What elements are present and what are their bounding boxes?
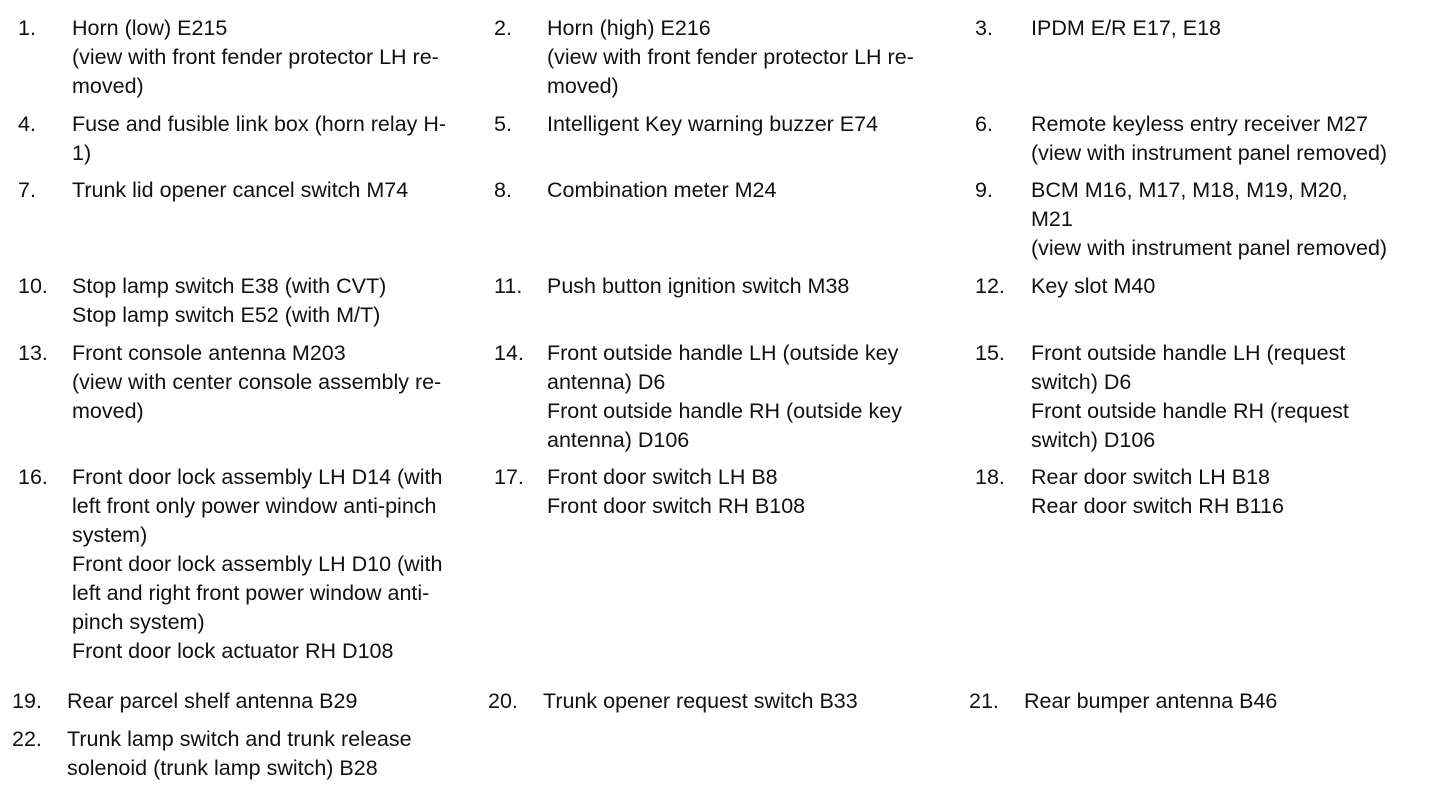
item-line: Remote keyless entry receiver M27 — [1031, 112, 1368, 136]
item-line: (view with front fender protector LH re- — [547, 45, 914, 69]
item-text — [547, 176, 957, 205]
item-text — [1031, 272, 1431, 301]
item-text — [547, 463, 957, 521]
item-number: 18. — [975, 465, 1005, 489]
item-line: Fuse and fusible link box (horn relay H- — [72, 112, 447, 136]
item-text — [1031, 14, 1431, 43]
item-line: Rear bumper antenna B46 — [1024, 689, 1278, 713]
item-text — [72, 110, 482, 168]
item-text — [547, 339, 957, 455]
item-text — [1031, 176, 1431, 263]
item-line: Trunk opener request switch B33 — [543, 689, 858, 713]
item-line: pinch system) — [72, 610, 205, 634]
item-line: Horn (low) E215 — [72, 16, 228, 40]
item-number: 13. — [18, 341, 48, 365]
item-number: 7. — [18, 178, 36, 202]
item-text — [1031, 339, 1431, 455]
item-text — [1031, 463, 1431, 521]
item-text — [547, 14, 957, 101]
item-line: (view with instrument panel removed) — [1031, 141, 1388, 165]
item-text — [72, 339, 482, 426]
item-number: 9. — [975, 178, 993, 202]
item-text — [1024, 687, 1277, 716]
item-line: Front door switch RH B108 — [547, 494, 806, 518]
item-number: 8. — [494, 178, 512, 202]
item-text — [547, 110, 957, 139]
item-text — [72, 463, 482, 666]
item-line: left front only power window anti-pinch — [72, 494, 437, 518]
item-text — [67, 725, 412, 783]
item-line: antenna) D6 — [547, 370, 666, 394]
item-line: Rear door switch LH B18 — [1031, 465, 1270, 489]
item-line: moved) — [72, 399, 144, 423]
item-number: 21. — [969, 689, 999, 713]
item-number: 22. — [12, 727, 42, 751]
item-number: 10. — [18, 274, 48, 298]
item-line: moved) — [547, 74, 619, 98]
item-line: left and right front power window anti- — [72, 581, 430, 605]
item-number: 15. — [975, 341, 1005, 365]
item-text — [543, 687, 858, 716]
item-line: BCM M16, M17, M18, M19, M20, — [1031, 178, 1348, 202]
item-number: 17. — [494, 465, 524, 489]
item-line: Key slot M40 — [1031, 274, 1156, 298]
item-line: Front door switch LH B8 — [547, 465, 778, 489]
item-number: 4. — [18, 112, 36, 136]
item-line: (view with front fender protector LH re- — [72, 45, 439, 69]
item-line: Combination meter M24 — [547, 178, 777, 202]
item-text — [72, 176, 482, 205]
item-line: moved) — [72, 74, 144, 98]
item-number: 1. — [18, 16, 36, 40]
item-text — [547, 272, 957, 301]
item-line: (view with instrument panel removed) — [1031, 236, 1388, 260]
item-line: (view with center console assembly re- — [72, 370, 442, 394]
item-text — [72, 14, 482, 101]
item-line: Front outside handle LH (request — [1031, 341, 1346, 365]
item-line: Push button ignition switch M38 — [547, 274, 850, 298]
item-line: Front outside handle RH (outside key — [547, 399, 902, 423]
item-line: switch) D106 — [1031, 428, 1156, 452]
item-line: Front console antenna M203 — [72, 341, 346, 365]
item-number: 20. — [488, 689, 518, 713]
item-text — [1031, 110, 1431, 168]
item-line: system) — [72, 523, 148, 547]
item-line: Intelligent Key warning buzzer E74 — [547, 112, 879, 136]
item-number: 16. — [18, 465, 48, 489]
item-line: Stop lamp switch E52 (with M/T) — [72, 303, 381, 327]
item-line: Rear door switch RH B116 — [1031, 494, 1284, 518]
item-line: M21 — [1031, 207, 1073, 231]
item-text — [72, 272, 482, 330]
item-line: antenna) D106 — [547, 428, 690, 452]
item-text — [67, 687, 357, 716]
item-number: 5. — [494, 112, 512, 136]
item-number: 12. — [975, 274, 1005, 298]
item-number: 3. — [975, 16, 993, 40]
item-number: 11. — [494, 274, 523, 298]
item-line: IPDM E/R E17, E18 — [1031, 16, 1221, 40]
item-line: switch) D6 — [1031, 370, 1132, 394]
item-line: Trunk lid opener cancel switch M74 — [72, 178, 409, 202]
item-line: Front door lock assembly LH D10 (with — [72, 552, 443, 576]
item-line: Rear parcel shelf antenna B29 — [67, 689, 358, 713]
item-line: Stop lamp switch E38 (with CVT) — [72, 274, 387, 298]
item-line: Trunk lamp switch and trunk release — [67, 727, 412, 751]
item-line: Front door lock assembly LH D14 (with — [72, 465, 443, 489]
item-line: solenoid (trunk lamp switch) B28 — [67, 756, 378, 780]
item-line: Front outside handle LH (outside key — [547, 341, 899, 365]
item-number: 19. — [12, 689, 42, 713]
item-number: 6. — [975, 112, 993, 136]
item-number: 14. — [494, 341, 524, 365]
item-number: 2. — [494, 16, 512, 40]
item-line: Front door lock actuator RH D108 — [72, 639, 394, 663]
item-line: Front outside handle RH (request — [1031, 399, 1349, 423]
item-line: Horn (high) E216 — [547, 16, 711, 40]
item-line: 1) — [72, 141, 92, 165]
